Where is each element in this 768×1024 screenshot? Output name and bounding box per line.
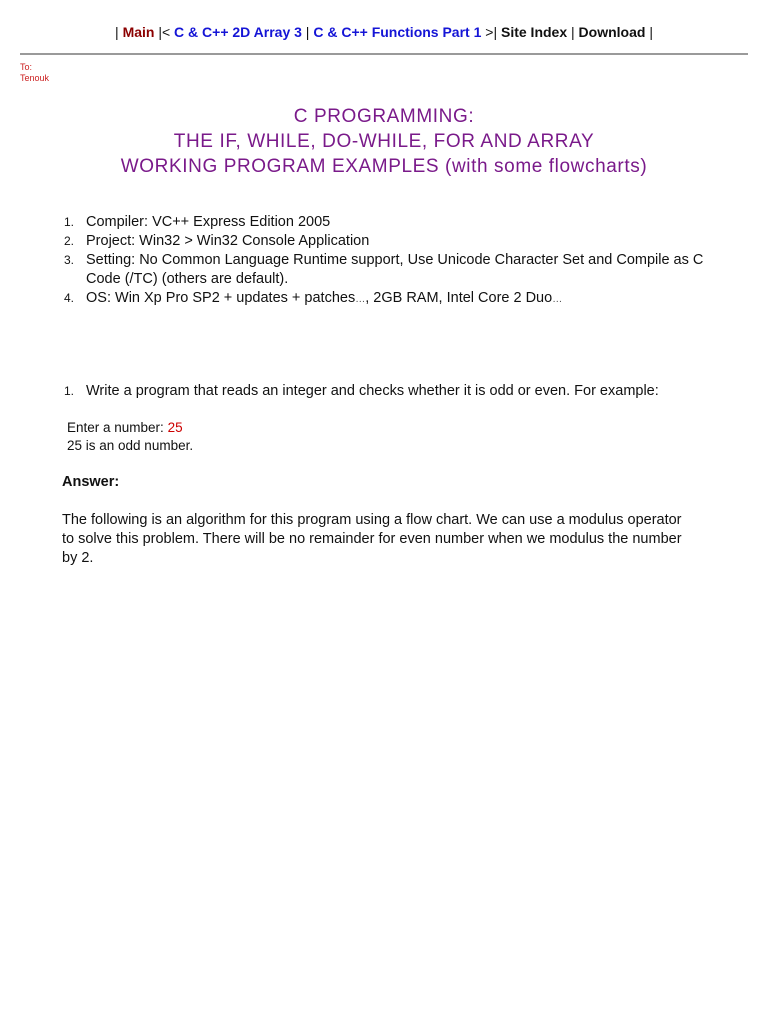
example-prompt: Enter a number: [67,420,168,435]
nav-main-link[interactable]: Main [122,24,155,40]
example-line-1 [67,419,193,437]
nav-separator: |< [154,24,175,40]
list-item-text-cont: , 2GB RAM, Intel Core 2 Duo [365,290,553,306]
to-label: To: [20,62,33,72]
title-line-1: C PROGRAMMING: [293,106,475,127]
nav-separator: | [645,24,653,40]
example-input-value: 25 [167,420,183,435]
to-name: Tenouk [20,73,50,83]
nav-prev-link[interactable]: C & C++ 2D Array 3 [174,24,302,40]
example-result: 25 is an odd number. [67,438,194,453]
answer-heading: Answer: [62,474,120,490]
top-navigation [0,22,768,42]
example-output [67,419,193,455]
nav-next-link[interactable]: C & C++ Functions Part 1 [313,24,482,40]
nav-separator: >| [481,24,501,40]
title-line-3: WORKING PROGRAM EXAMPLES (with some flowcharts) [120,156,648,177]
list-item-text: Setting: No Common Language Runtime support, Use Unicode Character Set and Compile as C Code (/TC) (others are default). [86,252,704,287]
page-title [0,104,768,179]
list-number: 2. [64,234,75,248]
horizontal-divider [20,53,748,55]
list-item-text: OS: Win Xp Pro SP2 + updates + patches [86,290,356,306]
list-number: 1. [64,215,75,229]
nav-download-link[interactable]: Download [578,24,646,40]
nav-site-index-link[interactable]: Site Index [500,24,568,40]
list-item [62,232,742,251]
list-item [62,289,742,309]
title-line-2: THE IF, WHILE, DO-WHILE, FOR AND ARRAY [173,131,595,152]
list-number: 3. [64,253,75,267]
answer-paragraph: The following is an algorithm for this program using a flow chart. We can use a modulus operator to solve this problem. There will be no remainder for even number when we modulus the number by 2. [62,512,682,566]
ellipsis: … [552,294,563,305]
nav-separator: | [115,24,123,40]
environment-list [62,213,742,309]
list-item [62,382,742,401]
question-text: Write a program that reads an integer and checks whether it is odd or even. For example: [86,383,659,399]
list-number: 1. [64,384,75,398]
list-item [62,213,742,232]
list-item-text: Compiler: VC++ Express Edition 2005 [86,214,331,230]
ellipsis: … [355,294,366,305]
to-link-block[interactable] [20,62,49,84]
list-number: 4. [64,291,75,305]
question-list [62,382,742,401]
list-item [62,251,742,289]
nav-separator: | [567,24,579,40]
nav-separator: | [301,24,314,40]
list-item-text: Project: Win32 > Win32 Console Application [86,233,370,249]
